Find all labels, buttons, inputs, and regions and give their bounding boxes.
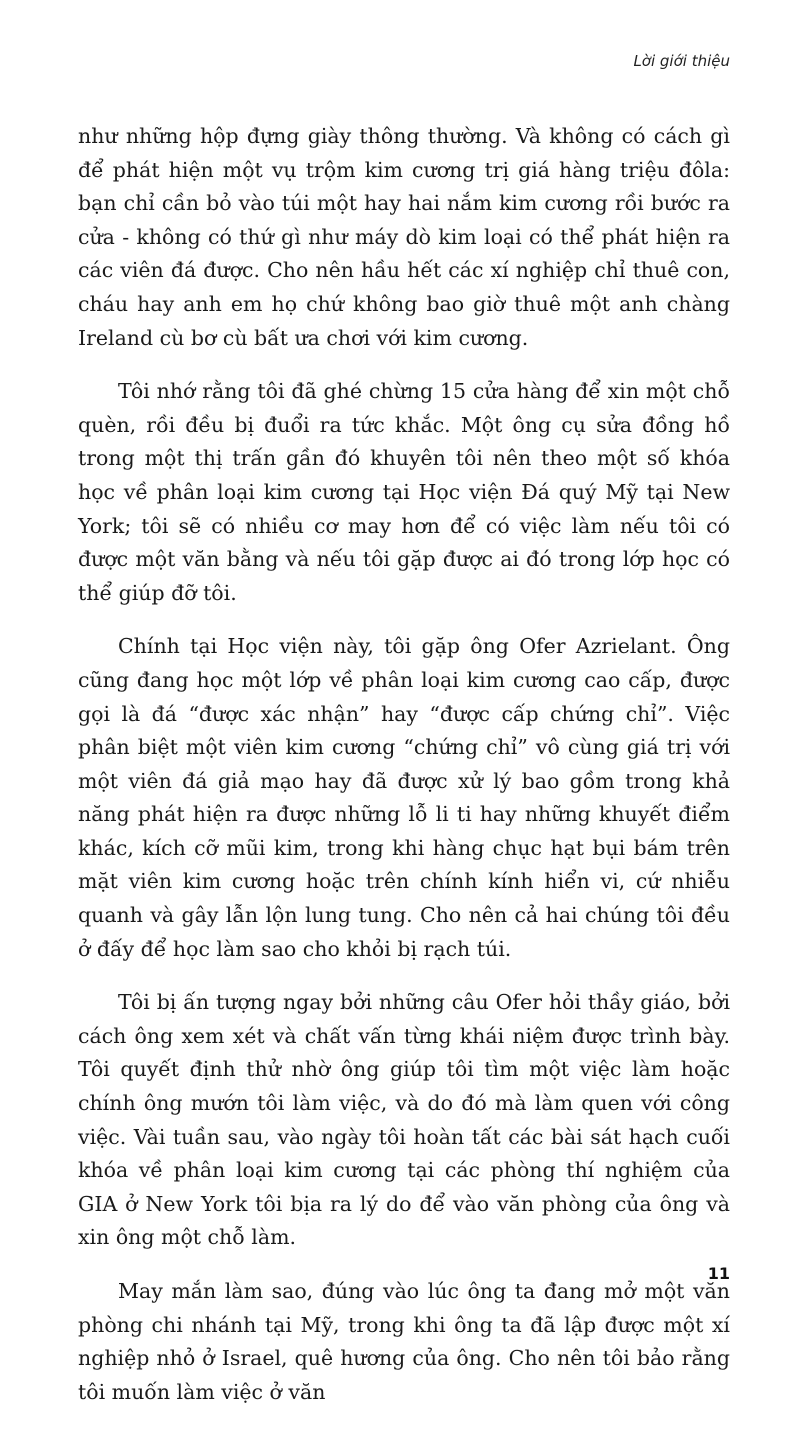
paragraph: May mắn làm sao, đúng vào lúc ông ta đang mở một văn phòng chi nhánh tại Mỹ, trong khi ông ta đã lập được một xí nghiệp nhỏ ở Israel, quê hương của ông. Cho nên tôi bảo rằng tôi muốn làm việc ở văn <box>78 1279 730 1404</box>
running-header: Lời giới thiệu <box>633 52 730 70</box>
page-number: 11 <box>707 1264 730 1283</box>
paragraph-continued: như những hộp đựng giày thông thường. Và không có cách gì để phát hiện một vụ trộm kim cương trị giá hàng triệu đôla: bạn chỉ cần bỏ vào túi một hay hai nắm kim cương rồi bước ra cửa - không có thứ gì như máy dò kim loại có thể phát hiện ra các viên đá được. Cho nên hầu hết các xí nghiệp chỉ thuê con, cháu hay anh em họ chứ không bao giờ thuê một anh chàng Ireland cù bơ cù bất ưa chơi với kim cương. <box>78 124 730 350</box>
paragraph: Chính tại Học viện này, tôi gặp ông Ofer Azrielant. Ông cũng đang học một lớp về phân loại kim cương cao cấp, được gọi là đá “được xác nhận” hay “được cấp chứng chỉ”. Việc phân biệt một viên kim cương “chứng chỉ” vô cùng giá trị với một viên đá giả mạo hay đã được xử lý bao gồm trong khả năng phát hiện ra được những lỗ li ti hay những khuyết điểm khác, kích cỡ mũi kim, trong khi hàng chục hạt bụi bám trên mặt viên kim cương hoặc trên chính kính hiển vi, cứ nhiễu quanh và gây lẫn lộn lung tung. Cho nên cả hai chúng tôi đều ở đấy để học làm sao cho khỏi bị rạch túi. <box>78 634 730 961</box>
paragraph: Tôi bị ấn tượng ngay bởi những câu Ofer hỏi thầy giáo, bởi cách ông xem xét và chất vấn từng khái niệm được trình bày. Tôi quyết định thử nhờ ông giúp tôi tìm một việc làm hoặc chính ông mướn tôi làm việc, và do đó mà làm quen với công việc. Vài tuần sau, vào ngày tôi hoàn tất các bài sát hạch cuối khóa về phân loại kim cương tại các phòng thí nghiệm của GIA ở New York tôi bịa ra lý do để vào văn phòng của ông và xin ông một chỗ làm. <box>78 990 730 1250</box>
body-text <box>78 120 730 1429</box>
paragraph: Tôi nhớ rằng tôi đã ghé chừng 15 cửa hàng để xin một chỗ quèn, rồi đều bị đuổi ra tức khắc. Một ông cụ sửa đồng hồ trong một thị trấn gần đó khuyên tôi nên theo một số khóa học về phân loại kim cương tại Học viện Đá quý Mỹ tại New York; tôi sẽ có nhiều cơ may hơn để có việc làm nếu tôi có được một văn bằng và nếu tôi gặp được ai đó trong lớp học có thể giúp đỡ tôi. <box>78 379 730 605</box>
